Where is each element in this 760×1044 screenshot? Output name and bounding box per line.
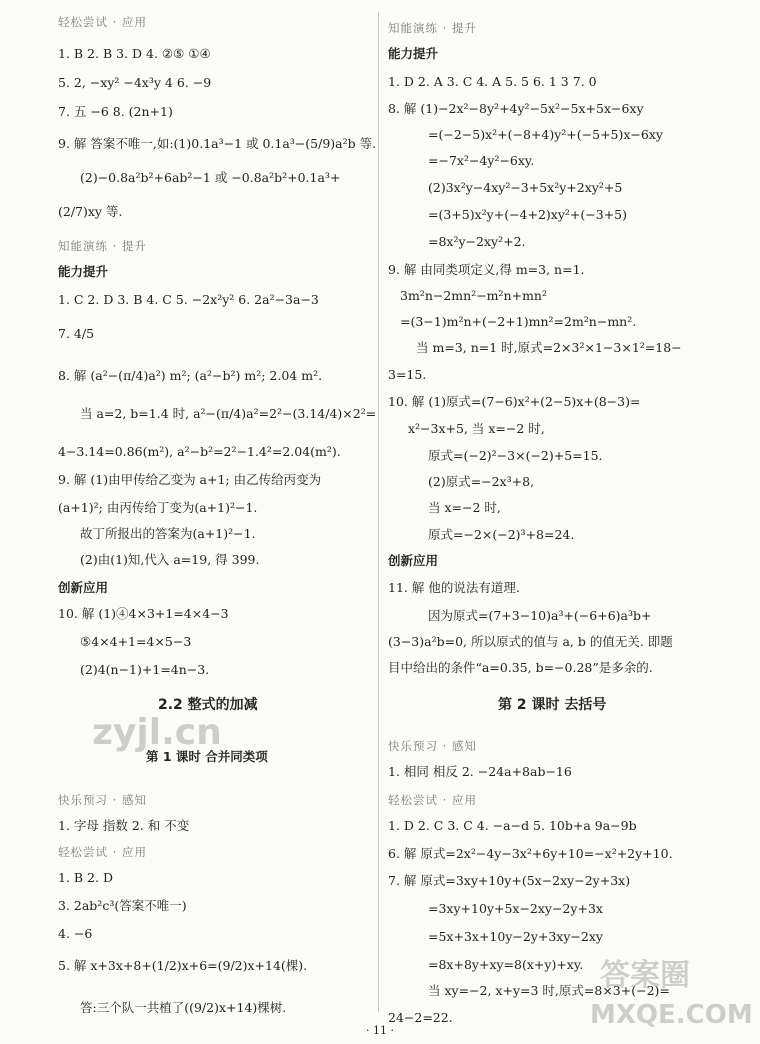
answer-line: 第 1 课时 合并同类项 bbox=[146, 749, 268, 764]
answer-line: 创新应用 bbox=[388, 553, 439, 568]
answer-line: (3−3)a²b=0, 所以原式的值与 a, b 的值无关. 即题 bbox=[388, 634, 673, 649]
answer-line: 4. −6 bbox=[58, 926, 93, 941]
answer-line: x²−3x+5, 当 x=−2 时, bbox=[408, 421, 545, 436]
answer-line: (2/7)xy 等. bbox=[58, 204, 123, 219]
answer-line: 轻松尝试 · 应用 bbox=[58, 845, 147, 859]
answer-line: 知能演练 · 提升 bbox=[58, 239, 147, 253]
answer-line: 原式=(−2)²−3×(−2)+5=15. bbox=[428, 448, 603, 463]
answer-line: 7. 五 −6 8. (2n+1) bbox=[58, 104, 173, 119]
answer-line: 8. 解 (1)−2x²−8y²+4y²−5x²−5x+5x−6xy bbox=[388, 101, 644, 116]
watermark-zyjl: zyjl.cn bbox=[92, 712, 222, 753]
answer-line: 当 x=−2 时, bbox=[428, 500, 501, 515]
answer-line: 2.2 整式的加减 bbox=[158, 697, 258, 713]
answer-line: (2)原式=−2x³+8, bbox=[428, 474, 535, 489]
answer-line: 1. 字母 指数 2. 和 不变 bbox=[58, 818, 190, 833]
answer-line: (2)3x²y−4xy²−3+5x²y+2xy²+5 bbox=[428, 180, 623, 195]
answer-line: 1. D 2. A 3. C 4. A 5. 5 6. 1 3 7. 0 bbox=[388, 74, 597, 89]
answer-line: =8x+8y+xy=8(x+y)+xy. bbox=[428, 957, 584, 972]
answer-line: =(3+5)x²y+(−4+2)xy²+(−3+5) bbox=[428, 207, 628, 222]
answer-line: 9. 解 答案不唯一,如:(1)0.1a³−1 或 0.1a³−(5/9)a²b 等. bbox=[58, 136, 377, 151]
answer-line: 故丁所报出的答案为(a+1)²−1. bbox=[80, 526, 256, 541]
answer-line: 答:三个队一共植了((9/2)x+14)棵树. bbox=[80, 1000, 287, 1015]
watermark-daanquan: 答案圈 bbox=[600, 958, 690, 993]
answer-line: 1. B 2. D bbox=[58, 870, 113, 885]
answer-line: 1. 相同 相反 2. −24a+8ab−16 bbox=[388, 764, 572, 779]
answer-line: 原式=−2×(−2)³+8=24. bbox=[428, 527, 575, 542]
answer-line: (2)−0.8a²b²+6ab²−1 或 −0.8a²b²+0.1a³+ bbox=[80, 170, 341, 185]
answer-line: 知能演练 · 提升 bbox=[388, 21, 477, 35]
answer-line: 快乐预习 · 感知 bbox=[58, 793, 147, 807]
answer-line: 5. 解 x+3x+8+(1/2)x+6=(9/2)x+14(棵). bbox=[58, 958, 308, 973]
column-divider bbox=[378, 12, 379, 1012]
answer-line: =5x+3x+10y−2y+3xy−2xy bbox=[428, 929, 603, 944]
answer-line: 10. 解 (1)④4×3+1=4×4−3 bbox=[58, 606, 229, 621]
page-number: · 11 · bbox=[366, 1024, 394, 1037]
answer-line: 轻松尝试 · 应用 bbox=[388, 793, 477, 807]
answer-line: 7. 解 原式=3xy+10y+(5x−2xy−2y+3x) bbox=[388, 873, 631, 888]
answer-line: 3m²n−2mn²−m²n+mn² bbox=[400, 288, 547, 303]
answer-line: 1. B 2. B 3. D 4. ②⑤ ①④ bbox=[58, 46, 211, 61]
answer-line: (2)由(1)知,代入 a=19, 得 399. bbox=[80, 552, 260, 567]
answer-line: 当 xy=−2, x+y=3 时,原式=8×3+(−2)= bbox=[428, 983, 670, 998]
answer-line: 24−2=22. bbox=[388, 1010, 453, 1025]
answer-line: 轻松尝试 · 应用 bbox=[58, 15, 147, 29]
answer-line: =(−2−5)x²+(−8+4)y²+(−5+5)x−6xy bbox=[428, 127, 663, 142]
answer-line: 1. D 2. C 3. C 4. −a−d 5. 10b+a 9a−9b bbox=[388, 818, 637, 833]
answer-line: (a+1)²; 由丙传给丁变为(a+1)²−1. bbox=[58, 500, 258, 515]
answer-line: 第 2 课时 去括号 bbox=[498, 697, 607, 713]
answer-line: ⑤4×4+1=4×5−3 bbox=[80, 634, 192, 649]
answer-line: (2)4(n−1)+1=4n−3. bbox=[80, 662, 210, 677]
answer-line: 4−3.14=0.86(m²), a²−b²=2²−1.4²=2.04(m²). bbox=[58, 444, 341, 459]
answer-line: 8. 解 (a²−(π/4)a²) m²; (a²−b²) m²; 2.04 m². bbox=[58, 368, 323, 383]
answer-line: 创新应用 bbox=[58, 580, 109, 595]
answer-line: 3=15. bbox=[388, 367, 427, 382]
answer-line: 9. 解 由同类项定义,得 m=3, n=1. bbox=[388, 262, 585, 277]
watermark-mxqe: MXQE.COM bbox=[590, 1000, 753, 1030]
answer-line: 5. 2, −xy² −4x³y 4 6. −9 bbox=[58, 75, 212, 90]
answer-line: 快乐预习 · 感知 bbox=[388, 739, 477, 753]
answer-line: =3xy+10y+5x−2xy−2y+3x bbox=[428, 901, 603, 916]
answer-line: 当 a=2, b=1.4 时, a²−(π/4)a²=2²−(3.14/4)×2²= bbox=[80, 406, 377, 421]
answer-line: 3. 2ab²c³(答案不唯一) bbox=[58, 898, 187, 913]
answer-line: 因为原式=(7+3−10)a³+(−6+6)a³b+ bbox=[428, 608, 652, 623]
answer-line: 目中给出的条件“a=0.35, b=−0.28”是多余的. bbox=[388, 660, 653, 675]
answer-line: 能力提升 bbox=[58, 264, 109, 279]
answer-line: =(3−1)m²n+(−2+1)mn²=2m²n−mn². bbox=[400, 314, 637, 329]
answer-line: 9. 解 (1)由甲传给乙变为 a+1; 由乙传给丙变为 bbox=[58, 472, 322, 487]
answer-line: 7. 4/5 bbox=[58, 326, 95, 341]
answer-line: 11. 解 他的说法有道理. bbox=[388, 580, 520, 595]
answer-line: 当 m=3, n=1 时,原式=2×3²×1−3×1²=18− bbox=[416, 340, 682, 355]
answer-line: 10. 解 (1)原式=(7−6)x²+(2−5)x+(8−3)= bbox=[388, 394, 641, 409]
answer-line: 1. C 2. D 3. B 4. C 5. −2x²y² 6. 2a²−3a−3 bbox=[58, 292, 319, 307]
answer-line: 6. 解 原式=2x²−4y−3x²+6y+10=−x²+2y+10. bbox=[388, 846, 673, 861]
answer-line: =8x²y−2xy²+2. bbox=[428, 234, 526, 249]
answer-line: =−7x²−4y²−6xy. bbox=[428, 153, 535, 168]
answer-line: 能力提升 bbox=[388, 46, 439, 61]
